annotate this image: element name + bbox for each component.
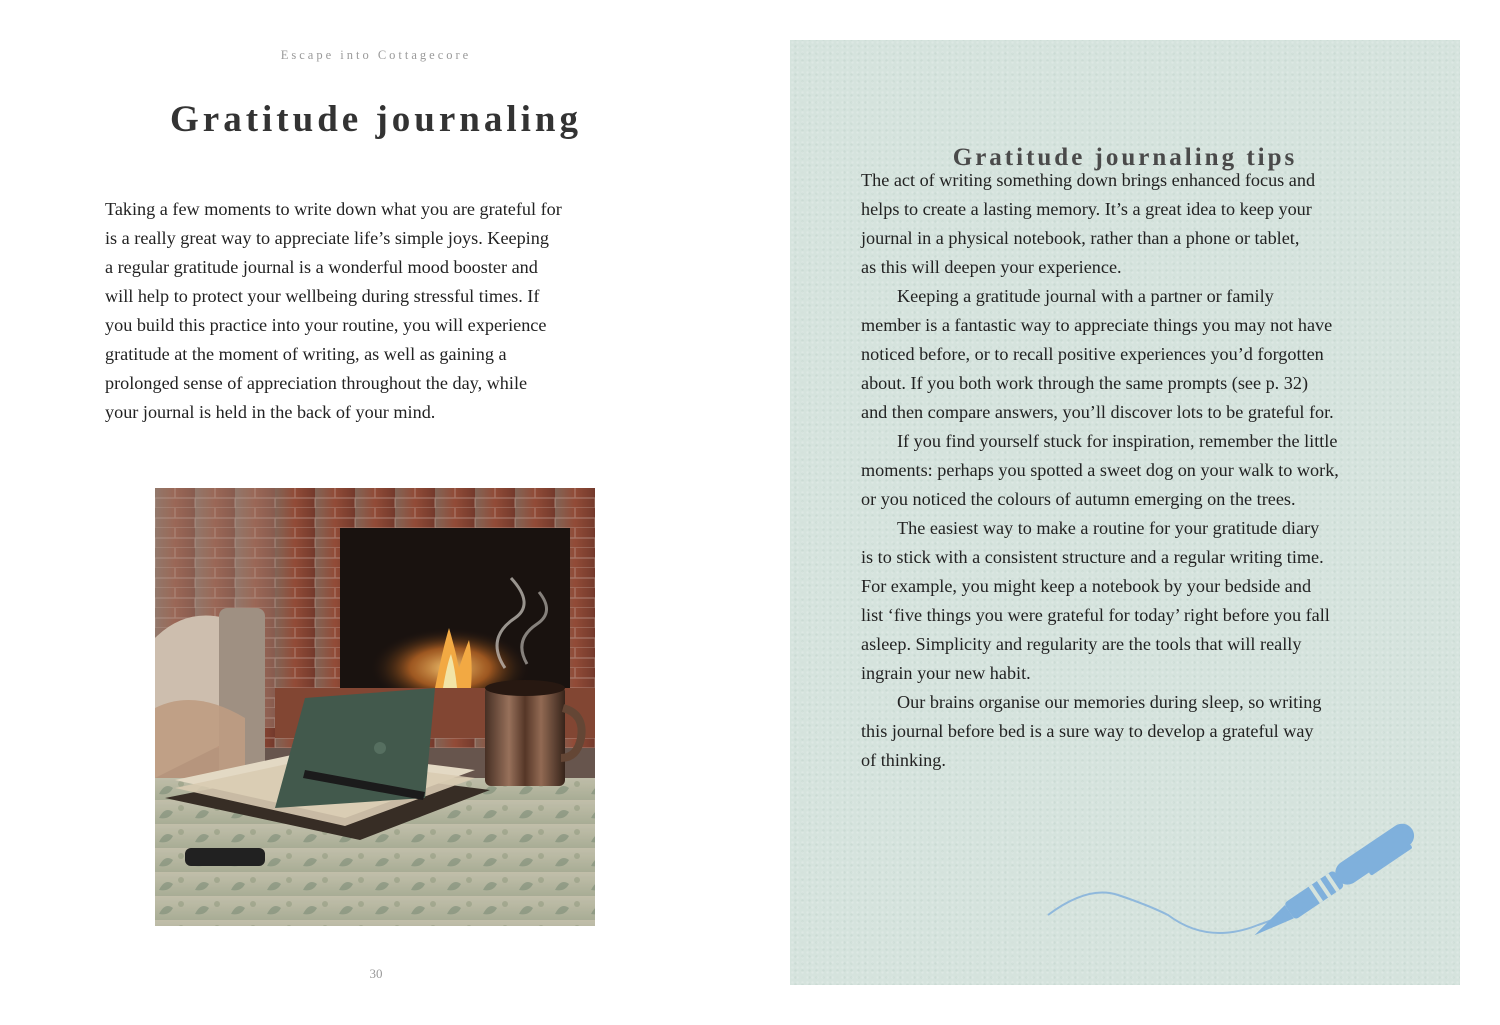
text-line: journal in a physical notebook, rather than a phone or tablet, (861, 228, 1300, 248)
text-line: is a really great way to appreciate life’s simple joys. Keeping (105, 228, 549, 248)
text-line: as this will deepen your experience. (861, 257, 1122, 277)
text-line: and then compare answers, you’ll discover lots to be grateful for. (861, 402, 1334, 422)
text-line: prolonged sense of appreciation throughout the day, while (105, 373, 528, 393)
page-title: Gratitude journaling (170, 99, 582, 140)
text-line: helps to create a lasting memory. It’s a great idea to keep your (861, 199, 1312, 219)
text-line: a regular gratitude journal is a wonderful mood booster and (105, 257, 538, 277)
text-line: will help to protect your wellbeing during stressful times. If (105, 286, 540, 306)
text-line: Our brains organise our memories during sleep, so writing (897, 692, 1322, 712)
text-line: Keeping a gratitude journal with a partner or family (897, 286, 1274, 306)
text-line: noticed before, or to recall positive experiences you’d forgotten (861, 344, 1324, 364)
text-line: member is a fantastic way to appreciate things you may not have (861, 315, 1333, 335)
text-line: asleep. Simplicity and regularity are the tools that will really (861, 634, 1302, 654)
page-number: 30 (369, 966, 383, 981)
text-line: this journal before bed is a sure way to develop a grateful way (861, 721, 1314, 741)
tips-body (861, 166, 1441, 775)
running-header: Escape into Cottagecore (280, 48, 472, 62)
fountain-pen-icon (1040, 815, 1420, 945)
text-line: The easiest way to make a routine for your gratitude diary (897, 518, 1320, 538)
text-line: The act of writing something down brings enhanced focus and (861, 170, 1316, 190)
tips-panel (790, 40, 1460, 985)
text-line: moments: perhaps you spotted a sweet dog on your walk to work, (861, 460, 1339, 480)
text-line: you build this practice into your routine, you will experience (105, 315, 547, 335)
text-line: about. If you both work through the same prompts (see p. 32) (861, 373, 1309, 393)
intro-paragraph (105, 195, 635, 427)
text-line: For example, you might keep a notebook by your bedside and (861, 576, 1312, 596)
text-line: ingrain your new habit. (861, 663, 1031, 683)
text-line: or you noticed the colours of autumn emerging on the trees. (861, 489, 1296, 509)
text-line: Taking a few moments to write down what you are grateful for (105, 199, 562, 219)
text-line: is to stick with a consistent structure and a regular writing time. (861, 547, 1324, 567)
text-line: of thinking. (861, 750, 946, 770)
text-line: list ‘five things you were grateful for today’ right before you fall (861, 605, 1330, 625)
tips-title: Gratitude journaling tips (952, 144, 1298, 171)
text-line: If you find yourself stuck for inspiration, remember the little (897, 431, 1338, 451)
fireplace-journal-photo (155, 488, 595, 926)
text-line: your journal is held in the back of your mind. (105, 402, 436, 422)
text-line: gratitude at the moment of writing, as well as gaining a (105, 344, 507, 364)
